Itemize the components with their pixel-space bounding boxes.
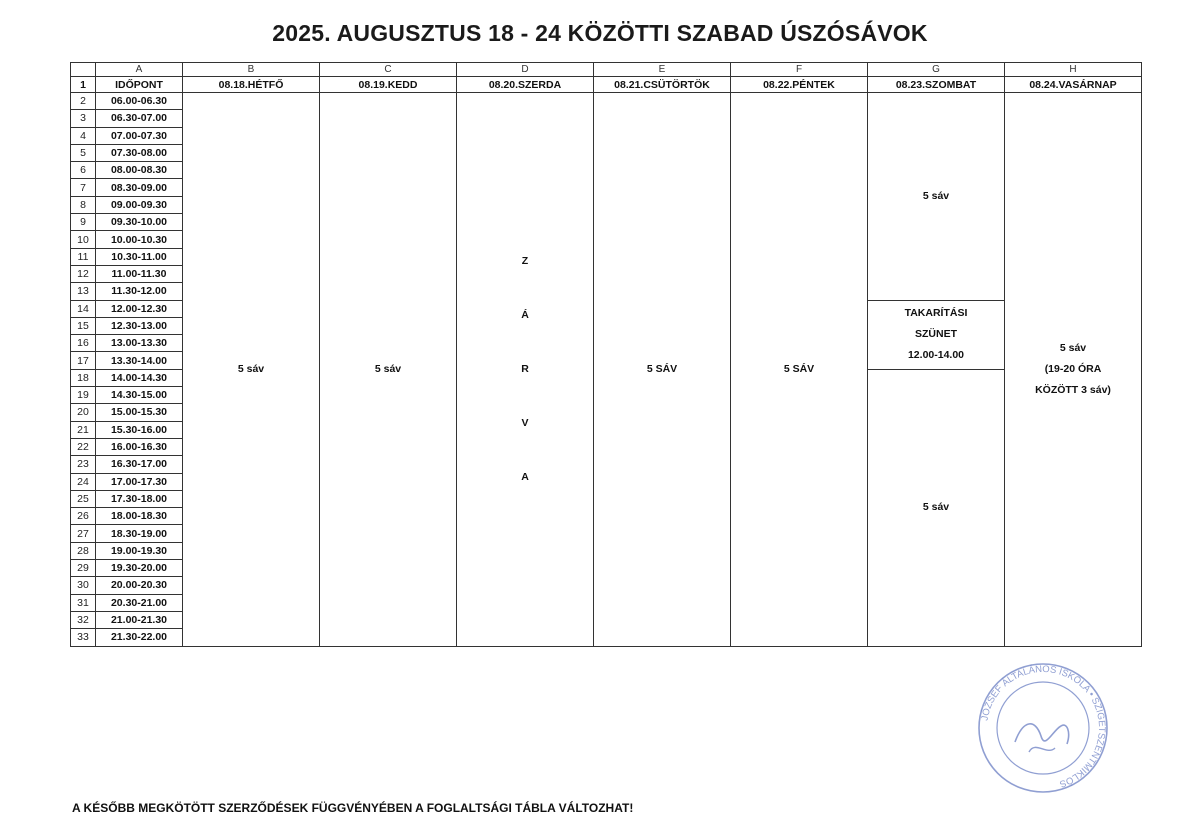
time-slot: 14.30-15.00 <box>96 387 183 404</box>
sunday-lanes <box>1005 93 1142 647</box>
row-number: 24 <box>71 473 96 490</box>
sunday-line: KÖZÖTT 3 sáv) <box>1035 383 1111 396</box>
row-number: 33 <box>71 629 96 646</box>
saturday-afternoon-lanes: 5 sáv <box>868 369 1005 646</box>
row-number: 14 <box>71 300 96 317</box>
thursday-lanes: 5 SÁV <box>594 93 731 647</box>
closed-letter: Z <box>521 255 529 268</box>
closed-letter: A <box>521 471 529 484</box>
time-slot: 10.30-11.00 <box>96 248 183 265</box>
column-letter: E <box>594 63 731 77</box>
row-number: 23 <box>71 456 96 473</box>
day-column-header: 08.20.SZERDA <box>457 77 594 93</box>
row-number: 27 <box>71 525 96 542</box>
row-number: 16 <box>71 335 96 352</box>
row-number: 10 <box>71 231 96 248</box>
row-number: 11 <box>71 248 96 265</box>
row-number: 13 <box>71 283 96 300</box>
time-slot: 21.30-22.00 <box>96 629 183 646</box>
page-title: 2025. AUGUSZTUS 18 - 24 KÖZÖTTI SZABAD ÚSZÓSÁVOK <box>272 20 928 46</box>
row-number: 8 <box>71 196 96 213</box>
column-letter: C <box>320 63 457 77</box>
time-slot: 12.00-12.30 <box>96 300 183 317</box>
time-slot: 09.00-09.30 <box>96 196 183 213</box>
column-letter-row <box>71 63 1142 77</box>
row-number: 20 <box>71 404 96 421</box>
time-slot: 17.30-18.00 <box>96 490 183 507</box>
day-column-header: 08.22.PÉNTEK <box>731 77 868 93</box>
break-line: SZÜNET <box>915 328 957 341</box>
time-slot: 19.30-20.00 <box>96 560 183 577</box>
row-number: 18 <box>71 369 96 386</box>
saturday-cleaning-break <box>868 300 1005 369</box>
closed-letter: V <box>521 417 529 430</box>
time-slot: 18.00-18.30 <box>96 508 183 525</box>
lane-schedule-table <box>70 62 1142 647</box>
day-column-header: 08.19.KEDD <box>320 77 457 93</box>
time-slot: 16.00-16.30 <box>96 438 183 455</box>
row-number: 9 <box>71 214 96 231</box>
time-slot: 07.30-08.00 <box>96 144 183 161</box>
column-letter: D <box>457 63 594 77</box>
row-number: 6 <box>71 162 96 179</box>
time-slot: 14.00-14.30 <box>96 369 183 386</box>
time-slot: 08.30-09.00 <box>96 179 183 196</box>
school-stamp <box>975 660 1111 796</box>
column-letter: H <box>1005 63 1142 77</box>
table-row <box>71 93 1142 110</box>
row-number: 31 <box>71 594 96 611</box>
time-slot: 20.00-20.30 <box>96 577 183 594</box>
time-slot: 17.00-17.30 <box>96 473 183 490</box>
row-number: 21 <box>71 421 96 438</box>
row-number: 28 <box>71 542 96 559</box>
time-slot: 13.00-13.30 <box>96 335 183 352</box>
friday-lanes: 5 SÁV <box>731 93 868 647</box>
time-slot: 18.30-19.00 <box>96 525 183 542</box>
time-slot: 19.00-19.30 <box>96 542 183 559</box>
row-number: 25 <box>71 490 96 507</box>
time-column-header: IDŐPONT <box>96 77 183 93</box>
closed-letter: R <box>521 363 529 376</box>
column-letter: B <box>183 63 320 77</box>
row-number: 5 <box>71 144 96 161</box>
saturday-morning-lanes: 5 sáv <box>868 93 1005 301</box>
column-letter: F <box>731 63 868 77</box>
corner-cell <box>71 63 96 77</box>
row-number: 32 <box>71 611 96 628</box>
column-letter: A <box>96 63 183 77</box>
row-number: 30 <box>71 577 96 594</box>
break-line: TAKARÍTÁSI <box>904 307 968 320</box>
monday-lanes: 5 sáv <box>183 93 320 647</box>
row-number: 4 <box>71 127 96 144</box>
time-slot: 09.30-10.00 <box>96 214 183 231</box>
closed-letter: Á <box>521 309 529 322</box>
row-number: 7 <box>71 179 96 196</box>
column-letter: G <box>868 63 1005 77</box>
row-number: 26 <box>71 508 96 525</box>
row-number: 1 <box>71 77 96 93</box>
sunday-line: (19-20 ÓRA <box>1044 362 1102 375</box>
break-line: 12.00-14.00 <box>907 349 965 362</box>
time-slot: 15.00-15.30 <box>96 404 183 421</box>
day-column-header: 08.23.SZOMBAT <box>868 77 1005 93</box>
time-slot: 16.30-17.00 <box>96 456 183 473</box>
time-slot: 15.30-16.00 <box>96 421 183 438</box>
time-slot: 11.00-11.30 <box>96 265 183 282</box>
tuesday-lanes: 5 sáv <box>320 93 457 647</box>
time-slot: 06.30-07.00 <box>96 110 183 127</box>
time-slot: 08.00-08.30 <box>96 162 183 179</box>
time-slot: 21.00-21.30 <box>96 611 183 628</box>
row-number: 22 <box>71 438 96 455</box>
wednesday-closed <box>457 93 594 647</box>
day-column-header: 08.24.VASÁRNAP <box>1005 77 1142 93</box>
row-number: 19 <box>71 387 96 404</box>
header-row <box>71 77 1142 93</box>
row-number: 3 <box>71 110 96 127</box>
time-slot: 13.30-14.00 <box>96 352 183 369</box>
row-number: 29 <box>71 560 96 577</box>
time-slot: 10.00-10.30 <box>96 231 183 248</box>
day-column-header: 08.18.HÉTFŐ <box>183 77 320 93</box>
row-number: 17 <box>71 352 96 369</box>
footer-note: A KÉSŐBB MEGKÖTÖTT SZERZŐDÉSEK FÜGGVÉNYÉBEN A FOGLALTSÁGI TÁBLA VÁLTOZHAT! <box>72 801 634 815</box>
time-slot: 07.00-07.30 <box>96 127 183 144</box>
row-number: 15 <box>71 317 96 334</box>
day-column-header: 08.21.CSÜTÖRTÖK <box>594 77 731 93</box>
time-slot: 12.30-13.00 <box>96 317 183 334</box>
time-slot: 20.30-21.00 <box>96 594 183 611</box>
row-number: 12 <box>71 265 96 282</box>
time-slot: 06.00-06.30 <box>96 93 183 110</box>
svg-text:JÓZSEF ÁLTALÁNOS ISKOLA • SZIG: JÓZSEF ÁLTALÁNOS ISKOLA • SZIGETSZENTMIKLÓS <box>979 663 1108 790</box>
row-number: 2 <box>71 93 96 110</box>
sunday-line: 5 sáv <box>1059 341 1087 354</box>
time-slot: 11.30-12.00 <box>96 283 183 300</box>
